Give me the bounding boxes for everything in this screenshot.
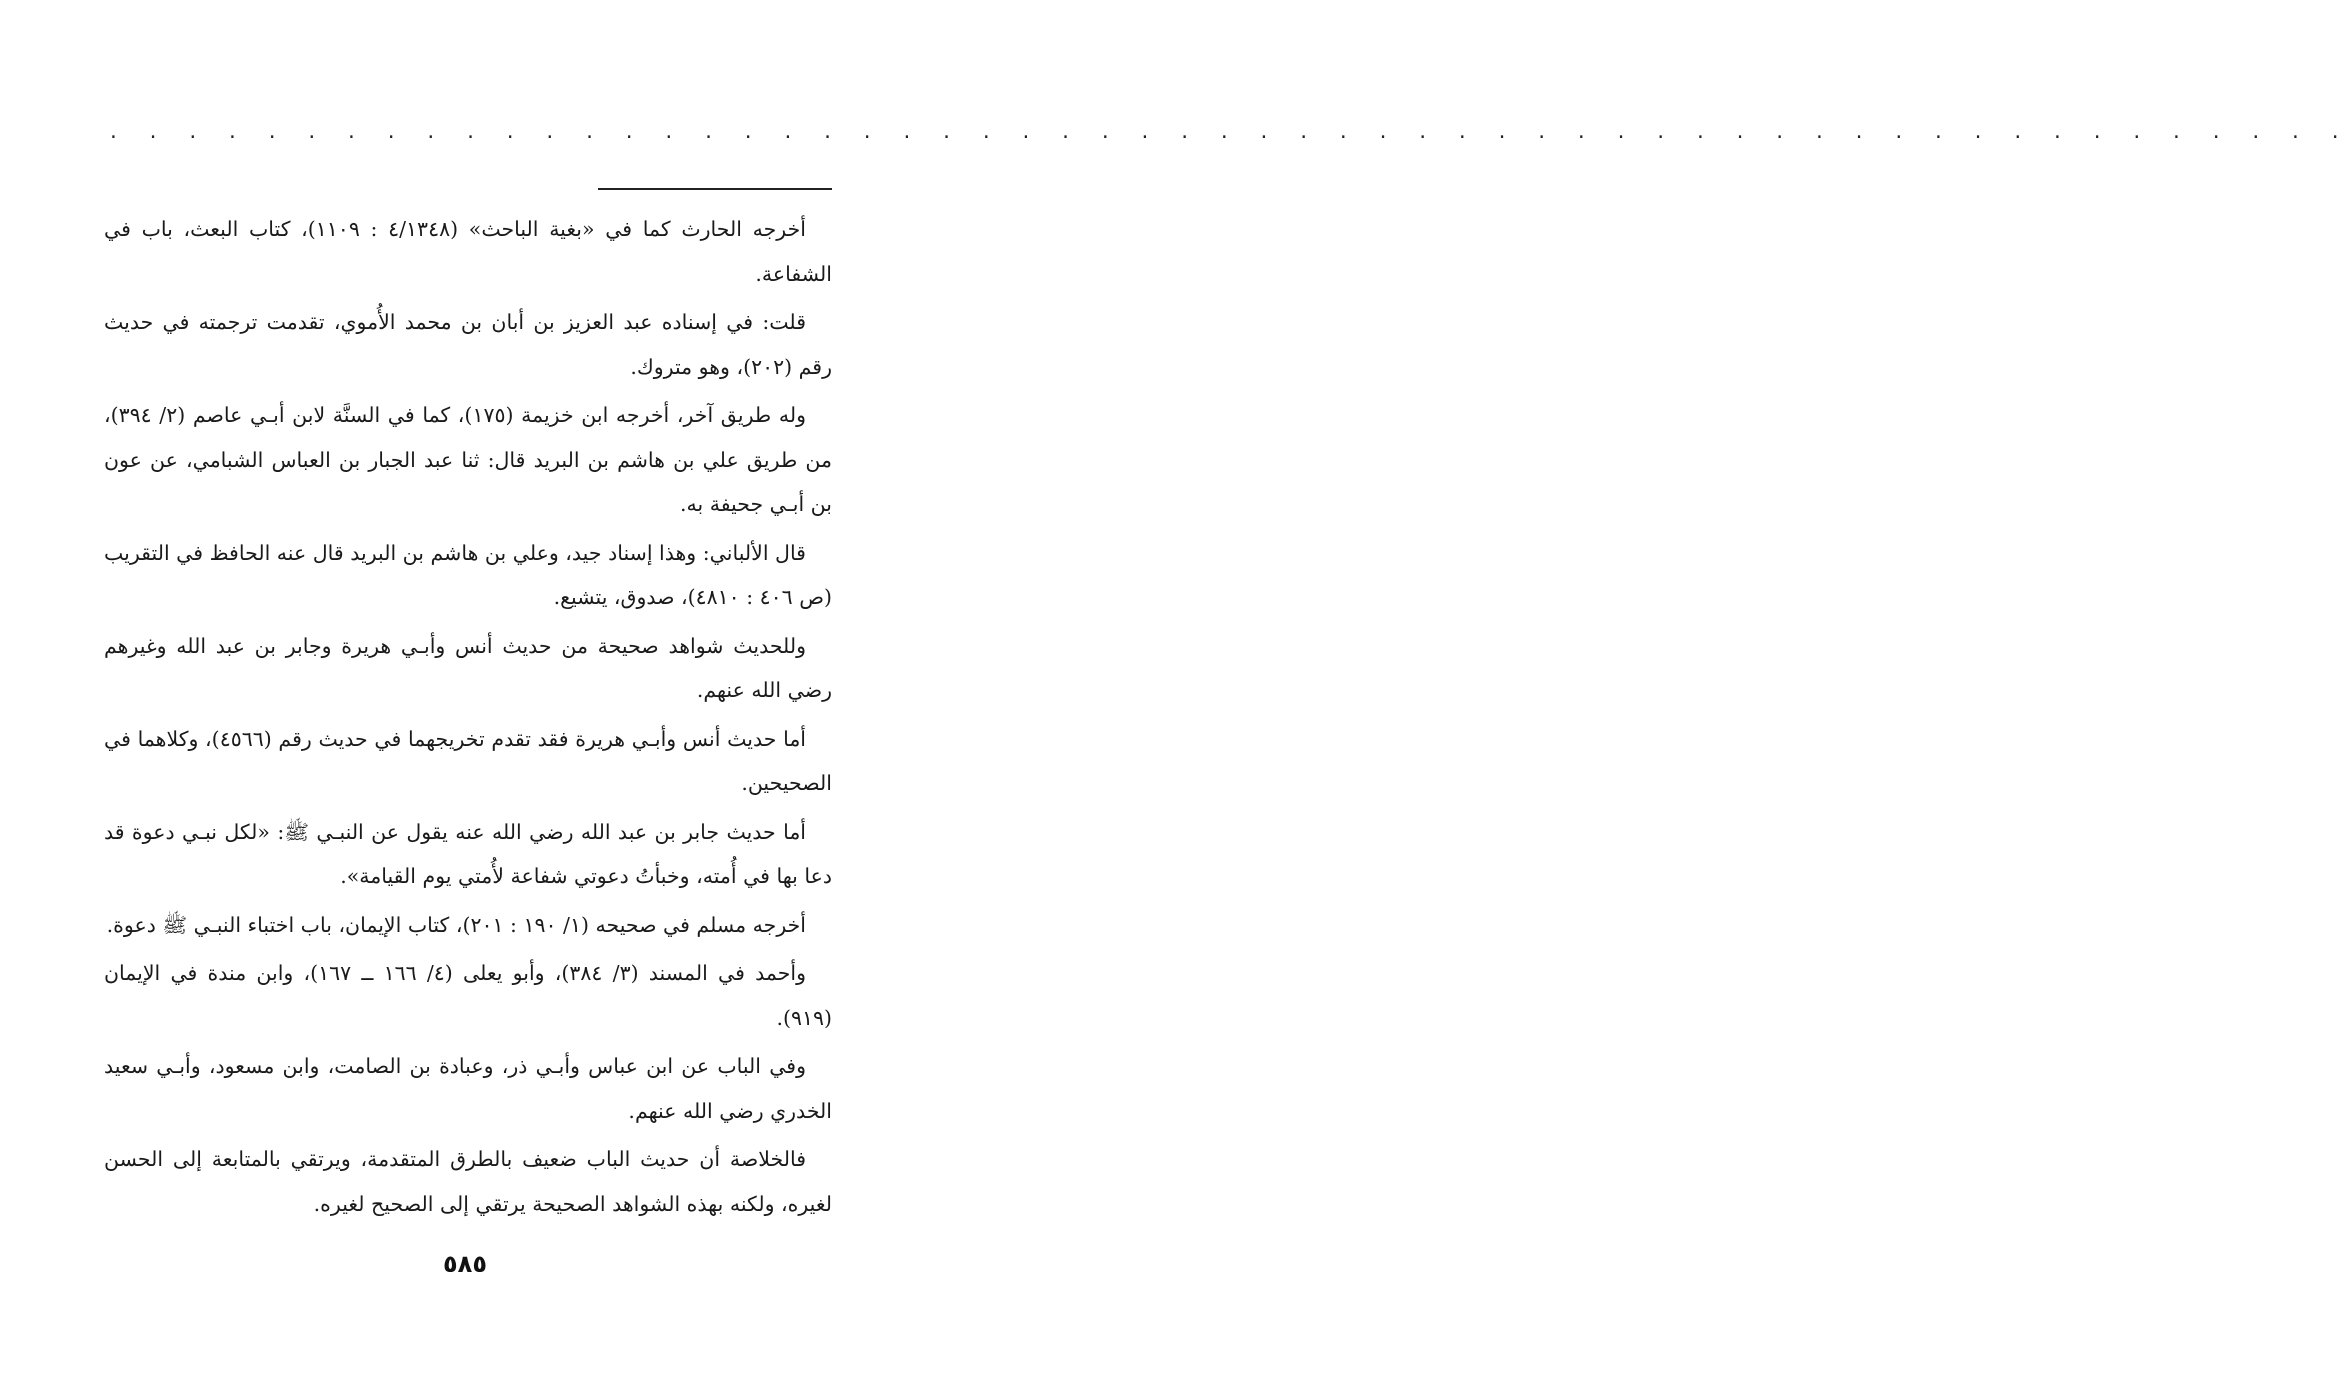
paragraph-isnad-note: قلت: في إسناده عبد العزيز بن أبان بن محمد الأُموي، تقدمت ترجمته في حديث رقم (٢٠٢)، وهو متروك. [104,310,832,379]
footnote-rule [598,188,832,190]
paragraph-muslim-takhrij: أخرجه مسلم في صحيحه (١/ ١٩٠ : ٢٠١)، كتاب الإيمان، باب اختباء النبـي ﷺ دعوة. [106,912,806,937]
paragraph-ahmad-takhrij: وأحمد في المسند (٣/ ٣٨٤)، وأبو يعلى (٤/ ١٦٦ ــ ١٦٧)، وابن مندة في الإيمان (٩١٩). [104,961,832,1030]
footnote-text-body [104,207,832,1230]
paragraph-jabir-hadith: أما حديث جابر بن عبد الله رضي الله عنه يقول عن النبـي ﷺ: «لكل نبـي دعوة قد دعا بها في أُمته، وخبأتُ دعوتي شفاعة لأُمتي يوم القيامة». [104,819,832,888]
paragraph-ibn-khuzaymah-route: وله طريق آخر، أخرجه ابن خزيمة (١٧٥)، كما في السنَّة لابن أبـي عاصم (٢/ ٣٩٤)، من طريق علي بن هاشم بن البريد قال: ثنا عبد الجبار بن العباس الشبامي، عن عون بن أبـي جحيفة به. [104,403,832,516]
paragraph-harith-takhrij: أخرجه الحارث كما في «بغية الباحث» (٤/١٣٤٨ : ١١٠٩)، كتاب البعث، باب في الشفاعة. [104,217,832,286]
paragraph-other-companions: وفي الباب عن ابن عباس وأبـي ذر، وعبادة بن الصامت، وابن مسعود، وأبـي سعيد الخدري رضي الله عنهم. [104,1054,832,1123]
paragraph-supporting-narrations: وللحديث شواهد صحيحة من حديث أنس وأبـي هريرة وجابر بن عبد الله وغيرهم رضي الله عنهم. [104,633,832,702]
dotted-separator: . . . . . . . . . . . . . . . . . . . . . . . . . . . . . . . . . . . . . . . . . . . . . . . . . . . . . . . . . [108,122,2350,143]
paragraph-albani-grading: قال الألباني: وهذا إسناد جيد، وعلي بن هاشم بن البريد قال عنه الحافظ في التقريب (ص ٤٠٦ : ٤٨١٠)، صدوق، يتشيع. [104,540,832,609]
paragraph-conclusion: فالخلاصة أن حديث الباب ضعيف بالطرق المتقدمة، ويرتقي بالمتابعة إلى الحسن لغيره، ولكنه بهذه الشواهد الصحيحة يرتقي إلى الصحيح لغيره. [104,1147,832,1216]
page-number: ٥٨٥ [443,1250,487,1278]
paragraph-anas-abu-hurayrah: أما حديث أنس وأبـي هريرة فقد تقدم تخريجهما في حديث رقم (٤٥٦٦)، وكلاهما في الصحيحين. [104,726,832,795]
